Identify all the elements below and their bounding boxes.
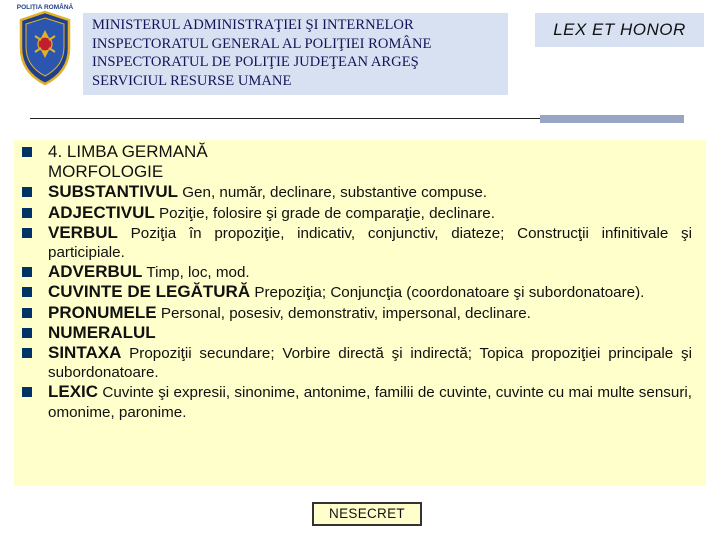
item-text: Cuvinte şi expresii, sinonime, antonime, familii de cuvinte, cuvinte cu mai multe sensuri, omonime, paronime.: [48, 384, 692, 421]
bullet-icon: [22, 308, 32, 318]
list-item: [22, 382, 692, 421]
motto: LEX ET HONOR: [553, 20, 686, 39]
logo-caption: POLIȚIA ROMÂNĂ: [16, 4, 74, 11]
bullet-icon: [22, 328, 32, 338]
list-item-subtitle: [22, 162, 692, 182]
item-lead: NUMERALUL: [48, 322, 156, 342]
item-text: Personal, posesiv, demonstrativ, impersonal, declinare.: [156, 304, 531, 322]
list-item: [22, 203, 692, 223]
item-lead: PRONUMELE: [48, 302, 157, 322]
item-text: Poziţia în propoziţie, indicativ, conjunctiv, diateze; Construcţii infinitivale şi participiale.: [48, 224, 692, 262]
divider-line: [30, 118, 540, 119]
list-item: [22, 282, 692, 302]
bullet-icon: [22, 228, 32, 238]
item-lead: ADVERBUL: [48, 262, 143, 282]
header-line-county-inspectorate: INSPECTORATUL DE POLIŢIE JUDEŢEAN ARGEŞ: [92, 54, 419, 70]
item-lead: SUBSTANTIVUL: [48, 182, 179, 202]
section-title: 4. LIMBA GERMANĂ: [48, 142, 208, 161]
syllabus-content: [14, 140, 706, 486]
header-line-general-inspectorate: INSPECTORATUL GENERAL AL POLIŢIEI ROMÂNE: [92, 35, 432, 52]
list-item: [22, 223, 692, 262]
list-item: [22, 343, 692, 382]
list-item: [22, 262, 692, 282]
item-text: Gen, număr, declinare, substantive compuse.: [178, 184, 487, 202]
list-item-section-title: [22, 142, 692, 162]
motto-box: [535, 13, 704, 47]
item-lead: VERBUL: [48, 222, 118, 242]
bullet-icon: [22, 348, 32, 358]
item-lead: CUVINTE DE LEGĂTURĂ: [48, 282, 251, 302]
divider-accent: [540, 115, 684, 123]
bullet-icon: [22, 208, 32, 218]
item-lead: LEXIC: [48, 382, 99, 402]
item-lead: ADJECTIVUL: [48, 202, 155, 222]
item-text: Poziţie, folosire şi grade de comparaţie, declinare.: [154, 204, 495, 222]
subsection-title: MORFOLOGIE: [48, 162, 164, 182]
police-crest-logo: [14, 0, 76, 88]
item-text: Timp, loc, mod.: [142, 264, 250, 282]
header-line-ministry: MINISTERUL ADMINISTRAŢIEI ŞI INTERNELOR: [92, 17, 414, 33]
list-item: [22, 303, 692, 323]
classification-badge: NESECRET: [312, 502, 422, 526]
institution-header: [83, 13, 508, 95]
item-lead: SINTAXA: [48, 343, 122, 363]
list-item: [22, 182, 692, 202]
item-text: Prepoziţia; Conjuncţia (coordonatoare şi subordonatoare).: [250, 284, 645, 302]
item-text: Propoziţii secundare; Vorbire directă şi indirectă; Topica propoziţiei principale şi subordonatoare.: [48, 345, 692, 382]
bullet-icon: [22, 267, 32, 277]
list-item: [22, 323, 692, 343]
bullet-icon: [22, 147, 32, 157]
header-line-service: SERVICIUL RESURSE UMANE: [92, 72, 292, 89]
bullet-icon: [22, 287, 32, 297]
bullet-icon: [22, 187, 32, 197]
bullet-icon: [22, 387, 32, 397]
